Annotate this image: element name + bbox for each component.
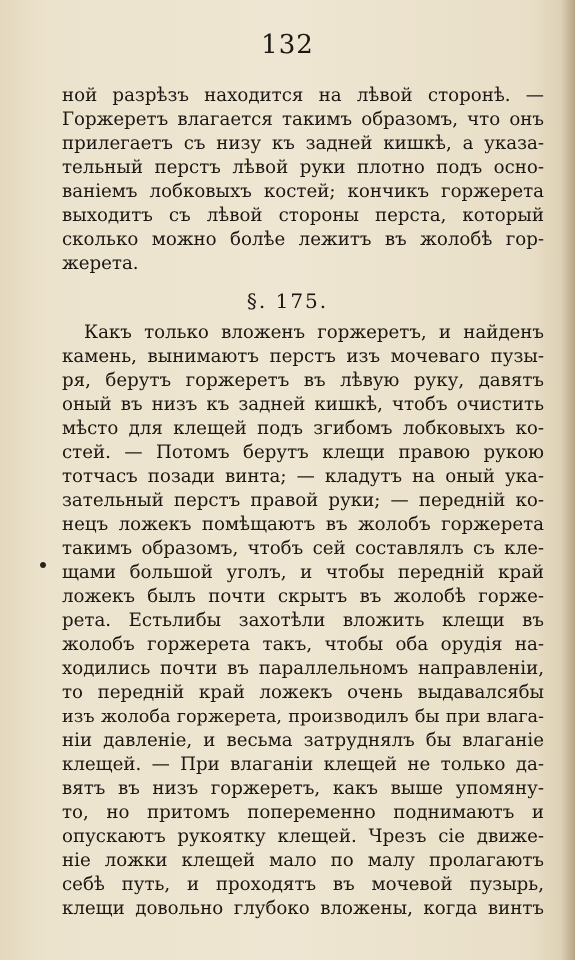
text-line: вятъ въ низъ горжеретъ, какъ выше упомяну- xyxy=(62,778,544,799)
text-line: тельный перстъ лѣвой руки плотно подъ осно- xyxy=(62,157,544,178)
page-edge-shadow xyxy=(561,0,575,960)
page-number: 132 xyxy=(261,30,314,60)
text-line: камень, вынимаютъ перстъ изъ мочеваго пузы- xyxy=(62,346,544,367)
text-line: клещи довольно глубоко вложены, когда винтъ xyxy=(62,898,544,919)
text-line: стей. — Потомъ берутъ клещи правою рукою xyxy=(62,442,544,463)
text-line: Горжеретъ влагается такимъ образомъ, что онъ xyxy=(62,109,544,130)
text-line: рета. Естьлибы захотѣли вложить клещи въ xyxy=(62,610,544,631)
text-line: ря, берутъ горжеретъ въ лѣвую руку, давятъ xyxy=(62,370,544,391)
text-line: Какъ только вложенъ горжеретъ, и найденъ xyxy=(84,322,544,343)
margin-dot-mark xyxy=(40,562,46,568)
text-line: прилегаетъ съ низу къ задней кишкѣ, а указа- xyxy=(62,133,544,154)
text-line: щами большой уголъ, и чтобы передній край xyxy=(62,562,544,583)
text-line: ложекъ былъ почти скрытъ въ жолобѣ горже- xyxy=(62,586,544,607)
section-heading: §. 175. xyxy=(246,289,329,313)
text-line: мѣсто для клещей подъ згибомъ лобковыхъ ко- xyxy=(62,418,544,439)
text-line: ваніемъ лобковыхъ костей; кончикъ горжерета xyxy=(62,181,544,202)
paragraph-continued xyxy=(62,84,544,276)
text-line: такимъ образомъ, чтобъ сей составлялъ съ кле- xyxy=(62,538,544,559)
text-line: нецъ ложекъ помѣщаютъ въ жолобъ горжерета xyxy=(62,514,544,535)
text-line: клещей. — При влаганіи клещей не только да- xyxy=(62,754,544,775)
text-line: изъ жолоба горжерета, производилъ бы при влага- xyxy=(62,707,544,727)
text-line: ной разрѣзъ находится на лѣвой сторонѣ. — xyxy=(62,85,544,106)
text-line: выходитъ съ лѣвой стороны перста, который xyxy=(62,205,544,226)
text-line: жерета. xyxy=(62,253,139,274)
paragraph-section-175 xyxy=(62,321,544,921)
text-line: оный въ низъ къ задней кишкѣ, чтобъ очистить xyxy=(62,394,544,415)
text-line: себѣ путь, и проходятъ въ мочевой пузырь, xyxy=(62,874,544,895)
text-line: тотчасъ позади винта; — кладутъ на оный ука- xyxy=(62,466,544,487)
text-line: опускаютъ рукоятку клещей. Чрезъ сіе движе- xyxy=(62,826,544,847)
text-line: то передній край ложекъ очень выдавалсябы xyxy=(62,682,544,703)
text-line: сколько можно болѣе лежитъ въ жолобѣ гор- xyxy=(62,229,544,250)
text-line: ніи давленіе, и весьма затруднялъ бы влаганіе xyxy=(62,730,544,751)
text-line: зательный перстъ правой руки; — передній ко- xyxy=(62,490,544,511)
text-line: то, но притомъ попеременно поднимаютъ и xyxy=(62,802,544,823)
text-line: ходились почти въ параллельномъ направленіи, xyxy=(62,658,544,679)
text-line: ніе ложки клещей мало по малу пролагаютъ xyxy=(62,850,544,871)
text-line: жолобъ горжерета такъ, чтобы оба орудія на- xyxy=(62,634,544,655)
